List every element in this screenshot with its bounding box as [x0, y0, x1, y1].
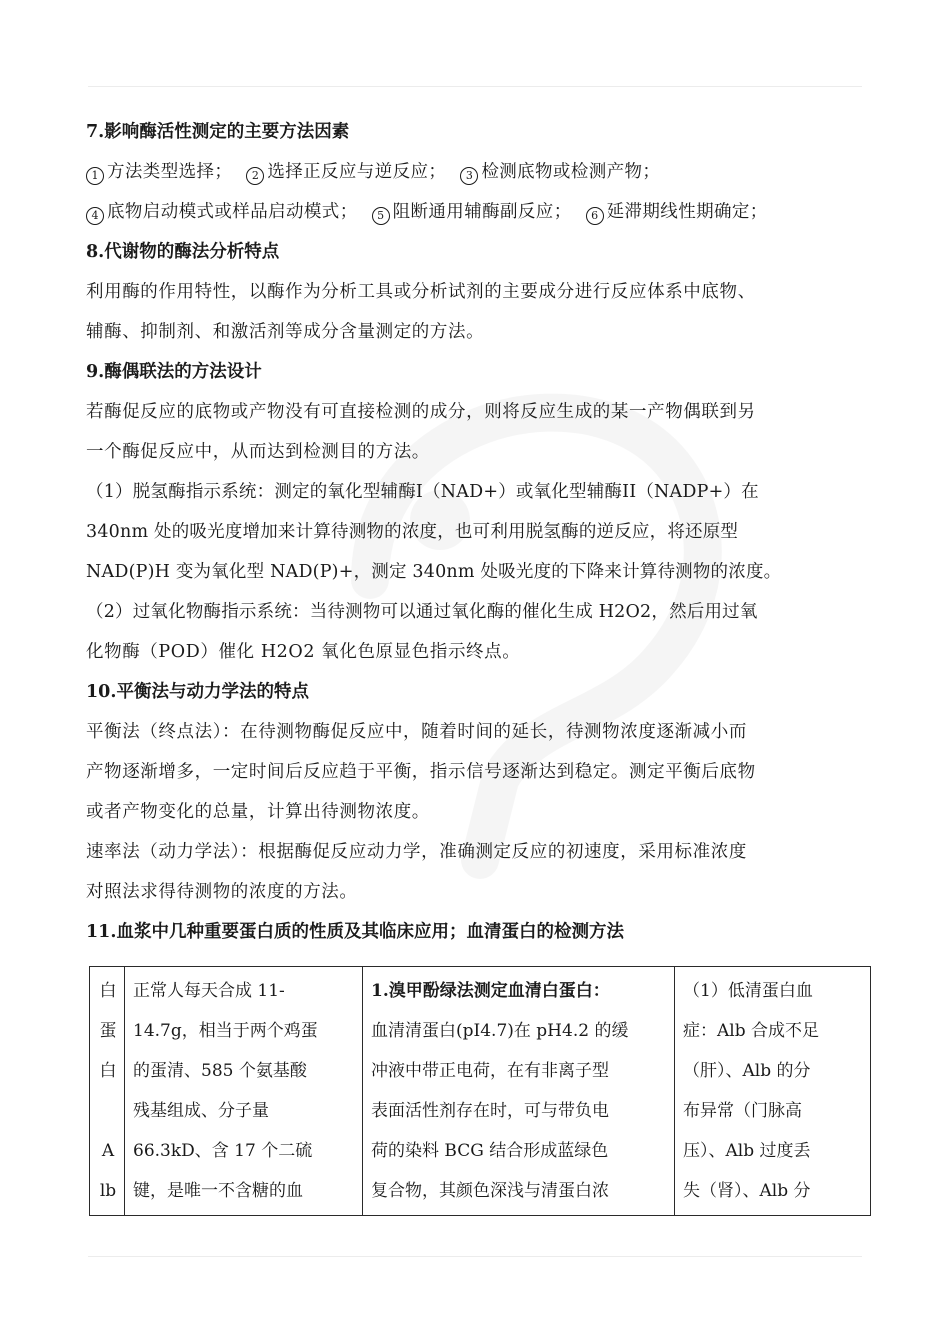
circled-number: 1	[86, 167, 104, 185]
list-item: 方法类型选择；	[107, 162, 233, 182]
cell-line: 冲液中带正电荷，在有非离子型	[371, 1061, 609, 1081]
cell-line: 键，是唯一不含糖的血	[133, 1181, 303, 1201]
paragraph-line: 利用酶的作用特性，以酶作为分析工具或分析试剂的主要成分进行反应体系中底物、	[86, 282, 756, 302]
cell-line: （肝）、Alb 的分	[683, 1061, 811, 1081]
table-cell-name	[90, 967, 125, 1216]
cell-title: 1.溴甲酚绿法测定血清白蛋白：	[371, 981, 610, 1001]
circled-number: 3	[460, 167, 478, 185]
cell-line: 残基组成、分子量	[133, 1101, 269, 1121]
cell-line: 白	[99, 1061, 117, 1081]
section-10-title: 10.平衡法与动力学法的特点	[86, 682, 309, 702]
circled-number: 2	[246, 167, 264, 185]
section-7-title: 7.影响酶活性测定的主要方法因素	[86, 122, 350, 142]
list-item: 阻断通用辅酶副反应；	[392, 202, 572, 222]
cell-line: 66.3kD、含 17 个二硫	[133, 1141, 313, 1161]
cell-line: 血清清蛋白(pI4.7)在 pH4.2 的缓	[371, 1021, 629, 1041]
list-item: 检测底物或检测产物；	[481, 162, 661, 182]
list-item: 延滞期线性期确定；	[606, 202, 768, 222]
cell-line: 荷的染料 BCG 结合形成蓝绿色	[371, 1141, 609, 1161]
cell-line: lb	[99, 1181, 117, 1201]
paragraph-line: （2）过氧化物酶指示系统：当待测物可以通过氧化酶的催化生成 H2O2，然后用过氧	[86, 602, 758, 622]
list-item: 选择正反应与逆反应；	[267, 162, 447, 182]
paragraph-line: 平衡法（终点法）：在待测物酶促反应中，随着时间的延长，待测物浓度逐渐减小而	[86, 722, 747, 742]
cell-line	[98, 1091, 118, 1131]
paragraph-line: 辅酶、抑制剂、和激活剂等成分含量测定的方法。	[86, 322, 485, 342]
cell-line: 14.7g，相当于两个鸡蛋	[133, 1021, 318, 1041]
paragraph-line: （1）脱氢酶指示系统：测定的氧化型辅酶I（NAD+）或氧化型辅酶II（NADP+）在	[86, 482, 759, 502]
circled-number: 6	[586, 207, 604, 225]
cell-line: 压）、Alb 过度丢	[683, 1141, 811, 1161]
section-11-title: 11.血浆中几种重要蛋白质的性质及其临床应用；血清蛋白的检测方法	[86, 922, 624, 942]
section-7-line-1	[86, 152, 866, 192]
cell-line: 白	[99, 981, 117, 1001]
table-cell-properties	[125, 967, 363, 1216]
cell-line: 症：Alb 合成不足	[683, 1021, 819, 1041]
paragraph-line: 或者产物变化的总量，计算出待测物浓度。	[86, 802, 430, 822]
paragraph-line: 340nm 处的吸光度增加来计算待测物的浓度，也可利用脱氢酶的逆反应，将还原型	[86, 522, 739, 542]
table-cell-clinical	[675, 967, 871, 1216]
cell-line: 表面活性剂存在时，可与带负电	[371, 1101, 609, 1121]
paragraph-line: 化物酶（POD）催化 H2O2 氧化色原显色指示终点。	[86, 642, 521, 662]
circled-number: 5	[372, 207, 390, 225]
protein-table	[89, 966, 871, 1216]
cell-line: A	[101, 1141, 115, 1161]
cell-line: 蛋	[99, 1021, 117, 1041]
list-item: 底物启动模式或样品启动模式；	[107, 202, 358, 222]
section-7-line-2	[86, 192, 866, 232]
paragraph-line: 一个酶促反应中，从而达到检测目的方法。	[86, 442, 430, 462]
cell-line: 失（肾）、Alb 分	[683, 1181, 811, 1201]
section-8-title: 8.代谢物的酶法分析特点	[86, 242, 280, 262]
table-row	[90, 967, 871, 1216]
cell-line: 复合物，其颜色深浅与清蛋白浓	[371, 1181, 609, 1201]
section-9-title: 9.酶偶联法的方法设计	[86, 362, 262, 382]
cell-line: （1）低清蛋白血	[683, 981, 813, 1001]
paragraph-line: NAD(P)H 变为氧化型 NAD(P)+，测定 340nm 处吸光度的下降来计算待测物的浓度。	[86, 562, 782, 582]
paragraph-line: 速率法（动力学法）：根据酶促反应动力学，准确测定反应的初速度，采用标准浓度	[86, 842, 747, 862]
cell-line: 布异常（门脉高	[683, 1101, 802, 1121]
document-body	[86, 112, 866, 952]
table-cell-method	[363, 967, 675, 1216]
circled-number: 4	[86, 207, 104, 225]
paragraph-line: 若酶促反应的底物或产物没有可直接检测的成分，则将反应生成的某一产物偶联到另	[86, 402, 756, 422]
cell-line: 的蛋清、585 个氨基酸	[133, 1061, 307, 1081]
top-rule	[88, 86, 862, 87]
paragraph-line: 对照法求得待测物的浓度的方法。	[86, 882, 358, 902]
bottom-rule	[88, 1256, 862, 1257]
paragraph-line: 产物逐渐增多，一定时间后反应趋于平衡，指示信号逐渐达到稳定。测定平衡后底物	[86, 762, 756, 782]
cell-line: 正常人每天合成 11-	[133, 981, 285, 1001]
